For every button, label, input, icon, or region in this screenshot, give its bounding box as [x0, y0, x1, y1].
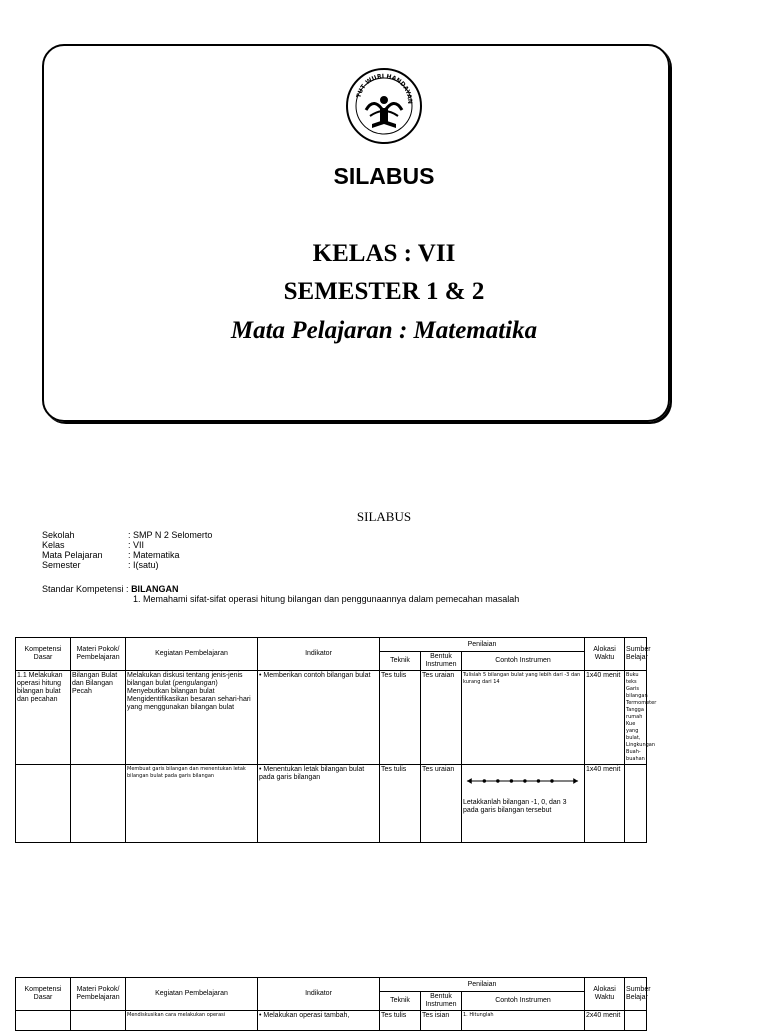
header-alokasi: Alokasi Waktu [585, 978, 625, 1011]
cell-kegiatan: Membuat garis bilangan dan menentukan letak bilangan bulat pada garis bilangan [126, 765, 258, 843]
info-row [42, 560, 212, 570]
syllabus-table-continued [15, 977, 651, 1031]
cell-alokasi: 2x40 menit [585, 1011, 625, 1031]
header-penilaian: Penilaian [380, 638, 585, 652]
info-value: : SMP N 2 Selomerto [128, 530, 213, 540]
standar-label: Standar Kompetensi : [42, 584, 132, 594]
header-kegiatan: Kegiatan Pembelajaran [126, 978, 258, 1011]
cover-title: SILABUS [333, 163, 435, 189]
cell-teknik: Tes tulis [380, 671, 421, 765]
header-kompetensi-dasar: Kompetensi Dasar [16, 978, 71, 1011]
info-label: Mata Pelajaran [42, 550, 103, 560]
header-materi: Materi Pokok/ Pembelajaran [71, 638, 126, 671]
cover-semester: SEMESTER 1 & 2 [283, 278, 485, 305]
header-penilaian: Penilaian [380, 978, 585, 992]
tut-wuri-handayani-emblem [344, 66, 424, 146]
cell-materi [71, 1011, 126, 1031]
header-alokasi: Alokasi Waktu [585, 638, 625, 671]
header-teknik: Teknik [380, 992, 421, 1011]
cell-kegiatan [126, 671, 258, 765]
kegiatan-text: Melakukan diskusi tentang jenis-jenis bilangan bulat ( [127, 672, 243, 687]
svg-text:TUT WURI HANDAYANI: TUT WURI HANDAYAN [355, 72, 414, 105]
cell-contoh [462, 765, 585, 843]
info-row [42, 530, 212, 540]
header-bentuk: Bentuk Instrumen [421, 992, 462, 1011]
cell-alokasi: 1x40 menit [585, 671, 625, 765]
header-sumber: Sumber Belajar [625, 978, 647, 1011]
standar-kompetensi [42, 584, 519, 604]
cell-indikator: • Menentukan letak bilangan bulat pada garis bilangan [258, 765, 380, 843]
document-subtitle: SILABUS [356, 509, 412, 524]
cell-materi [71, 765, 126, 843]
cell-sumber [625, 1011, 647, 1031]
syllabus-table [15, 637, 657, 843]
cell-kd [16, 1011, 71, 1031]
info-value: : VII [128, 540, 145, 550]
header-materi: Materi Pokok/ Pembelajaran [71, 978, 126, 1011]
cell-contoh: 1. Hitunglah [462, 1011, 585, 1031]
cell-bentuk: Tes isian [421, 1011, 462, 1031]
cell-kd [16, 765, 71, 843]
school-info [42, 530, 212, 570]
info-row [42, 540, 212, 550]
header-contoh: Contoh Instrumen [462, 992, 585, 1011]
kegiatan-text: ) Menyebutkan bilangan bulat Mengidentifikasikan besaran sehari-hari yang menggunakan bilangan bulat [127, 680, 251, 711]
cell-indikator: • Memberikan contoh bilangan bulat [258, 671, 380, 765]
cell-sumber [625, 765, 647, 843]
cell-bentuk: Tes uraian [421, 765, 462, 843]
table-row [16, 671, 647, 765]
info-value: : I(satu) [128, 560, 159, 570]
header-teknik: Teknik [380, 652, 421, 671]
cell-kegiatan: Mendiskusikan cara melakukan operasi [126, 1011, 258, 1031]
cover-mata-pelajaran: Mata Pelajaran : Matematika [230, 317, 538, 344]
standar-item: 1. Memahami sifat-sifat operasi hitung bilangan dan penggunaannya dalam pemecahan masalah [133, 594, 520, 604]
header-sumber: Sumber Belajar [625, 638, 647, 671]
cell-alokasi: 1x40 menit [585, 765, 625, 843]
info-row [42, 550, 212, 560]
cell-contoh: Tulislah 5 bilangan bulat yang lebih dari -3 dan kurang dari 14 [462, 671, 585, 765]
cell-teknik: Tes tulis [380, 1011, 421, 1031]
cell-indikator: • Melakukan operasi tambah, [258, 1011, 380, 1031]
table-row [16, 1011, 647, 1031]
header-indikator: Indikator [258, 638, 380, 671]
contoh-text: Letakkanlah bilangan -1, 0, dan 3 pada garis bilangan tersebut [463, 799, 567, 814]
header-kompetensi-dasar: Kompetensi Dasar [16, 638, 71, 671]
header-bentuk: Bentuk Instrumen [421, 652, 462, 671]
info-label: Semester [42, 560, 81, 570]
cell-materi: Bilangan Bulat dan Bilangan Pecah [71, 671, 126, 765]
standar-value: BILANGAN [131, 584, 179, 594]
cell-sumber: Buku teks Garis bilangan Termometer Tangga rumah Kue yang bulat, Lingkungan Buah-buahan [625, 671, 647, 765]
cell-teknik: Tes tulis [380, 765, 421, 843]
header-indikator: Indikator [258, 978, 380, 1011]
info-value: : Matematika [128, 550, 180, 560]
info-label: Sekolah [42, 530, 75, 540]
header-kegiatan: Kegiatan Pembelajaran [126, 638, 258, 671]
table-row [16, 765, 647, 843]
cover-kelas: KELAS : VII [312, 240, 456, 267]
info-label: Kelas [42, 540, 65, 550]
kegiatan-italic: pengulangan [174, 680, 216, 687]
cell-bentuk: Tes uraian [421, 671, 462, 765]
number-line-diagram [465, 774, 580, 788]
cell-kd: 1.1 Melakukan operasi hitung bilangan bulat dan pecahan [16, 671, 71, 765]
header-contoh: Contoh Instrumen [462, 652, 585, 671]
